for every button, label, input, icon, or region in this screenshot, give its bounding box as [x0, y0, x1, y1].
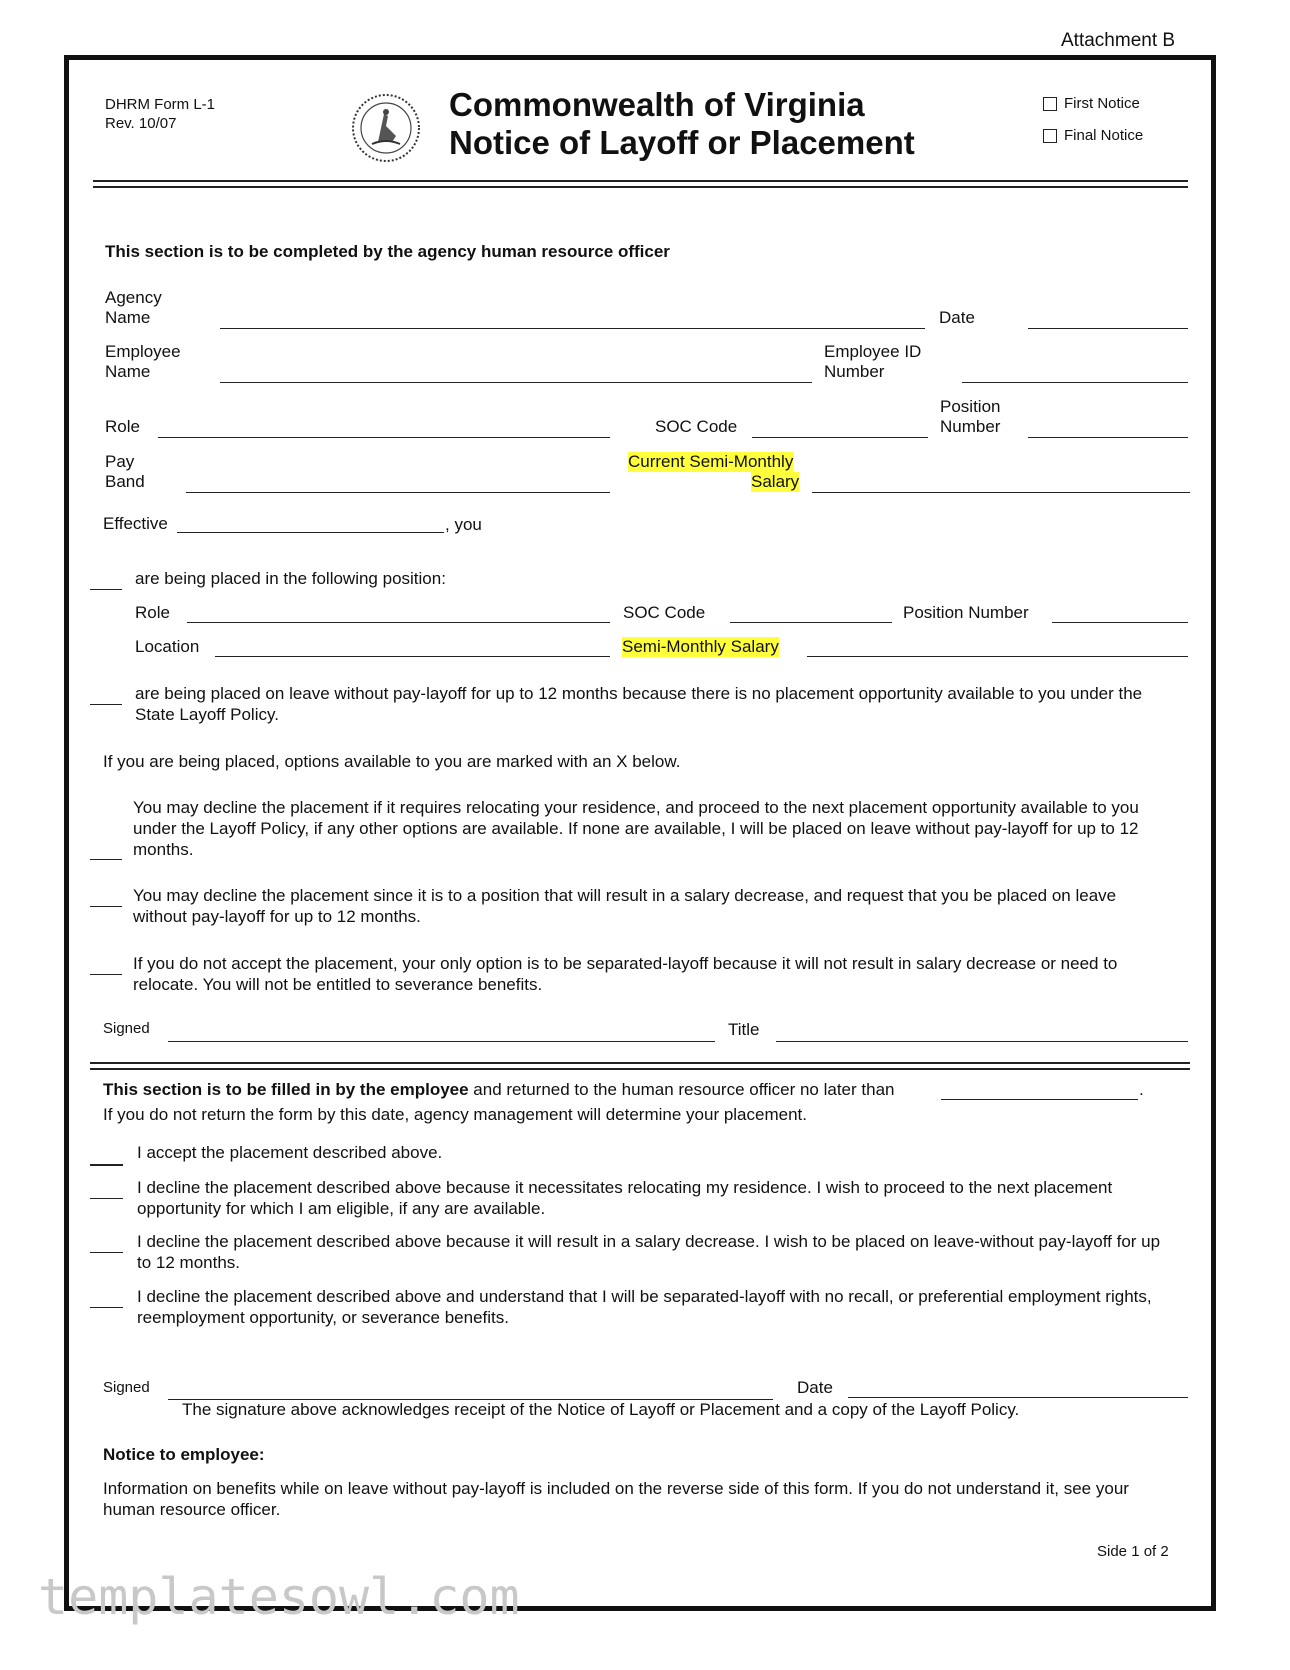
employee-name-label: Employee — [105, 342, 181, 361]
notice-text: Information on benefits while on leave without pay-layoff is included on the reverse side of this form. If you do not understand it, see your human resource officer. — [103, 1479, 1129, 1519]
employee-name-label-2: Name — [105, 362, 151, 381]
new-role-label: Role — [135, 603, 170, 622]
attachment-label: Attachment B — [1061, 30, 1176, 51]
position-number-label: Position — [940, 397, 1001, 416]
employee-id-label: Employee ID — [824, 342, 922, 361]
title-line-1: Commonwealth of Virginia — [449, 86, 865, 123]
option1-mark-field[interactable] — [90, 859, 122, 860]
hr-signature-field[interactable] — [168, 1041, 715, 1042]
option1-text: You may decline the placement if it requires relocating your residence, and proceed to the next placement opportunity available to you under the Layoff Policy, if any other options are available. If none are available, I will be placed on leave without pay-layoff for up to 12 months. — [133, 798, 1139, 859]
form-revision: Rev. 10/07 — [105, 115, 177, 132]
new-salary-label: Semi-Monthly Salary — [622, 637, 779, 656]
agency-name-field[interactable] — [220, 328, 925, 329]
virginia-seal-icon — [350, 92, 422, 164]
effective-label: Effective — [103, 514, 168, 533]
pay-band-label-2: Band — [105, 472, 145, 491]
pay-band-label: Pay — [105, 452, 135, 471]
lwop-text: are being placed on leave without pay-layoff for up to 12 months because there is no placement opportunity available to you under the State Layoff Policy. — [135, 684, 1143, 724]
role-field[interactable] — [158, 437, 610, 438]
title-line-2: Notice of Layoff or Placement — [449, 124, 915, 161]
new-position-number-label: Position Number — [903, 603, 1029, 622]
option2-text: You may decline the placement since it is to a position that will result in a salary decrease, and request that you be placed on leave without pay-layoff for up to 12 months. — [133, 886, 1117, 926]
soc-code-label: SOC Code — [655, 417, 738, 436]
employee-section-heading-rest: and returned to the human resource officer no later than — [468, 1080, 895, 1099]
acknowledgement-text: The signature above acknowledges receipt of the Notice of Layoff or Placement and a copy of the Layoff Policy. — [182, 1400, 1020, 1419]
employee-date-label: Date — [797, 1378, 833, 1397]
hr-section-heading: This section is to be completed by the agency human resource officer — [105, 242, 670, 261]
agency-name-label: Agency — [105, 288, 162, 307]
employee-date-field[interactable] — [848, 1397, 1188, 1398]
employee-signed-label: Signed — [103, 1379, 150, 1396]
employee-id-label-2: Number — [824, 362, 885, 381]
option3-text: If you do not accept the placement, your only option is to be separated-layoff because it will not result in salary decrease or need to relocate. You will not be entitled to severance benefits. — [133, 954, 1118, 994]
hr-title-label: Title — [728, 1020, 760, 1039]
date-field[interactable] — [1028, 328, 1188, 329]
choice4-text: I decline the placement described above and understand that I will be separated-layoff with no recall, or preferential employment rights, reemployment opportunity, or severance benefits. — [137, 1287, 1152, 1327]
employee-section-line2: If you do not return the form by this date, agency management will determine your placement. — [103, 1105, 807, 1124]
hr-signed-label: Signed — [103, 1020, 150, 1037]
choice4-mark-field[interactable] — [90, 1307, 123, 1308]
agency-name-label-2: Name — [105, 308, 151, 327]
location-field[interactable] — [215, 656, 610, 657]
header-divider — [93, 180, 1188, 188]
employee-name-field[interactable] — [220, 382, 812, 383]
lwop-mark-field[interactable] — [90, 704, 122, 705]
current-salary-field[interactable] — [812, 492, 1190, 493]
notice-heading: Notice to employee: — [103, 1445, 265, 1464]
final-notice-label: Final Notice — [1064, 127, 1144, 144]
new-salary-field[interactable] — [807, 656, 1188, 657]
options-intro: If you are being placed, options available to you are marked with an X below. — [103, 752, 681, 771]
page-side-label: Side 1 of 2 — [1097, 1543, 1169, 1560]
new-role-field[interactable] — [187, 622, 610, 623]
new-soc-code-label: SOC Code — [623, 603, 706, 622]
return-by-date-field[interactable] — [941, 1099, 1138, 1100]
option3-mark-field[interactable] — [90, 974, 122, 975]
choice1-text: I accept the placement described above. — [137, 1143, 443, 1162]
choice2-text: I decline the placement described above because it necessitates relocating my residence. I wish to proceed to the next placement opportunity for which I am eligible, if any are available. — [137, 1178, 1113, 1218]
position-number-field[interactable] — [1028, 437, 1188, 438]
employee-section-heading-bold: This section is to be filled in by the employee — [103, 1080, 469, 1099]
effective-you-label: , you — [445, 515, 482, 534]
date-label: Date — [939, 308, 975, 327]
employee-section-heading-end: . — [1139, 1080, 1144, 1099]
new-soc-code-field[interactable] — [730, 622, 892, 623]
pay-band-field[interactable] — [186, 492, 610, 493]
option2-mark-field[interactable] — [90, 906, 122, 907]
choice1-mark-field[interactable] — [90, 1164, 123, 1166]
first-notice-label: First Notice — [1064, 95, 1140, 112]
placed-text: are being placed in the following position: — [135, 569, 446, 588]
hr-title-field[interactable] — [776, 1041, 1188, 1042]
form-id: DHRM Form L-1 — [105, 96, 216, 113]
location-label: Location — [135, 637, 200, 656]
current-salary-label: Current Semi-Monthly — [628, 452, 794, 471]
role-label: Role — [105, 417, 140, 436]
position-number-label-2: Number — [940, 417, 1001, 436]
employee-id-field[interactable] — [962, 382, 1188, 383]
new-position-number-field[interactable] — [1052, 622, 1188, 623]
placed-mark-field[interactable] — [90, 589, 122, 590]
soc-code-field[interactable] — [752, 437, 928, 438]
employee-section-heading — [103, 1080, 894, 1100]
choice2-mark-field[interactable] — [90, 1198, 123, 1199]
final-notice-checkbox[interactable] — [1043, 129, 1057, 143]
first-notice-checkbox[interactable] — [1043, 97, 1057, 111]
section-divider — [90, 1062, 1190, 1070]
choice3-mark-field[interactable] — [90, 1252, 123, 1253]
current-salary-label-2: Salary — [751, 472, 800, 491]
effective-date-field[interactable] — [177, 532, 444, 533]
choice3-text: I decline the placement described above because it will result in a salary decrease. I wish to be placed on leave-without pay-layoff for up to 12 months. — [137, 1232, 1161, 1272]
watermark: templatesowl.com — [38, 1568, 520, 1626]
